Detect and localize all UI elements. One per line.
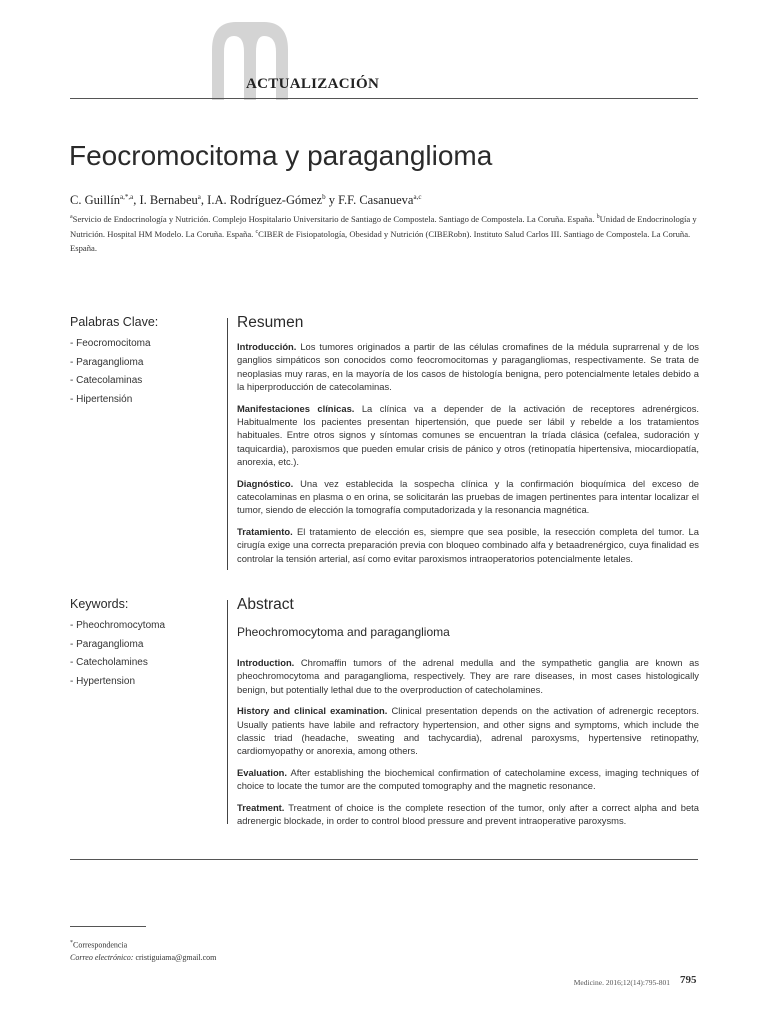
article-title: Feocromocitoma y paraganglioma xyxy=(69,140,493,171)
keyword-es-item: - Hipertensión xyxy=(70,393,133,405)
section-end-divider xyxy=(70,859,698,860)
affiliation-b: Unidad de Endocrinología y Nutrición. Hospital HM Modelo. La Coruña. España. xyxy=(70,213,697,240)
resumen-paragraph xyxy=(237,525,699,565)
author-affiliation-marker: b xyxy=(322,193,326,201)
keyword-en-item: - Pheochromocytoma xyxy=(70,620,166,631)
keyword-es-item: - Catecolaminas xyxy=(70,375,143,386)
page-number: 795 xyxy=(680,974,697,986)
keywords-es-list xyxy=(70,335,151,409)
resumen-column-divider xyxy=(227,318,228,570)
paragraph-text: After establishing the biochemical confirmation of catecholamine excess, imaging techniques of choice to locate the tumor are the computed tomography and the magnetic resonance. xyxy=(237,766,699,792)
author-name: I. Bernabeu xyxy=(139,193,198,208)
resumen-heading: Resumen xyxy=(237,314,304,331)
email-link[interactable]: cristiguiama@gmail.com xyxy=(135,953,217,963)
paragraph-label: Tratamiento. xyxy=(237,525,293,537)
journal-citation: Medicine. 2016;12(14):795-801 xyxy=(573,978,670,987)
keyword-es-item: - Paraganglioma xyxy=(70,356,144,368)
keywords-en-heading: Keywords: xyxy=(70,597,129,611)
author-affiliation-marker: a xyxy=(197,193,201,201)
section-label: ACTUALIZACIÓN xyxy=(246,76,380,92)
author-name: F.F. Casanueva xyxy=(338,193,414,208)
paragraph-label: Introduction. xyxy=(237,657,295,668)
resumen-body xyxy=(237,340,699,573)
abstract-subtitle: Pheochromocytoma and paraganglioma xyxy=(237,625,450,639)
paragraph-text: El tratamiento de elección es, siempre que sea posible, la resección completa del tumor. La cirugía exige una correcta preparación previa con bloqueo combinado alfa y betaadrenérgico, cuya finalidad es controlar la tensión arterial, así como evitar paroxismos intraoperatorios potencialmente letales. xyxy=(237,525,699,564)
keyword-en-item: - Hypertension xyxy=(70,675,136,687)
paragraph-text: Treatment of choice is the complete resection of the tumor, only after a correct alpha and beta adrenergic blockade, in order to control blood pressure and prevent intraoperative paroxysms. xyxy=(237,801,700,827)
paragraph-text: Una vez establecida la sospecha clínica y la confirmación bioquímica del exceso de catecolaminas en plasma o en orina, se solicitarán las pruebas de imagen pertinentes para intentar localizar el tumor, siendo de elección la tomografía computadorizada y la resonancia magnética. xyxy=(237,477,700,516)
abstract-paragraph xyxy=(237,656,699,696)
affiliation-c: CIBER de Fisiopatología, Obesidad y Nutrición (CIBERobn). Instituto Salud Carlos III. Santiago de Compostela. La Coruña. España. xyxy=(70,229,691,253)
abstract-paragraph xyxy=(237,801,699,828)
affiliation-c-marker: c xyxy=(255,229,259,236)
author-affiliation-marker: a,*,a xyxy=(120,193,134,201)
paragraph-label: Manifestaciones clínicas. xyxy=(237,402,355,414)
footnote-marker: * xyxy=(70,940,73,946)
keyword-en-item: - Paraganglioma xyxy=(70,638,144,650)
resumen-paragraph xyxy=(237,477,699,517)
keywords-en-list xyxy=(70,617,165,691)
paragraph-label: Treatment. xyxy=(237,801,285,813)
affiliation-b-marker: b xyxy=(596,214,600,220)
paragraph-label: Diagnóstico. xyxy=(237,477,294,489)
paragraph-text: La clínica va a depender de la activación de receptores adrenérgicos. Habitualmente los pacientes presentan hipertensión, que puede ser lábil y rebelde a los tratamientos habituales. Entre otros signos y síntomas comunes se encuentran la tríada clásica (cefalea, sudoración y taquicardia), paroxismos que pueden emular crisis de pánico y otros (retinopatía hipertensiva, miocardiopatía, anorexia, etc.). xyxy=(237,402,699,468)
abstract-heading: Abstract xyxy=(237,596,294,613)
keyword-es-item: - Feocromocitoma xyxy=(70,338,151,349)
paragraph-text: Los tumores originados a partir de las células cromafines de la médula suprarrenal y de los ganglios simpáticos son conocidos como feocromocitomas y paragangliomas, respectivamente. Se trata de neoplasias muy raras, en la mayoría de los casos de histología benigna, pero potencialmente letales debido a la hiperproducción de catecolaminas. xyxy=(237,341,699,393)
abstract-paragraph xyxy=(237,766,699,793)
abstract-body xyxy=(237,656,699,835)
paragraph-label: Introducción. xyxy=(237,341,297,352)
author-name: I.A. Rodríguez-Gómez xyxy=(207,193,323,208)
paragraph-text: Chromaffin tumors of the adrenal medulla and the sympathetic ganglia are known as pheochromocytoma and paraganglioma, respectively. They are rare diseases, in most cases histologically benign, but potentially lethal due to the overproduction of catecholamines. xyxy=(237,657,700,695)
abstract-paragraph xyxy=(237,704,699,758)
correspondence-footnote xyxy=(70,937,216,965)
keywords-es-heading: Palabras Clave: xyxy=(70,315,159,329)
keyword-en-item: - Catecholamines xyxy=(70,657,148,668)
abstract-column-divider xyxy=(227,600,228,824)
header-divider xyxy=(70,98,698,99)
author-affiliation-marker: a,c xyxy=(413,193,422,201)
footnote-divider xyxy=(70,926,146,927)
affiliation-a: Servicio de Endocrinología y Nutrición. Complejo Hospitalario Universitario de Santiago de Compostela. Santiago de Compostela. La Coruña. España. xyxy=(72,213,595,224)
paragraph-text: Clinical presentation depends on the activation of adrenergic receptors. Usually patients have labile and refractory hypertension, and other signs and symptoms, which include the classic triad (headache, sweating and tachycardia), adrenal paroxysms, hypertensive retinopathy, cardiomyopathy or anorexia, among others. xyxy=(237,705,699,757)
author-list: C. Guillín$^{a,*,a}$, I. Bernabeu$^a$, I.A. Rodríguez-Gómez$^b$ y F.F. Casanueva$^{a,c}$ xyxy=(70,193,422,208)
footnote-label: Correspondencia xyxy=(73,940,128,950)
affiliations xyxy=(70,211,700,255)
affiliation-a-marker: a xyxy=(70,214,73,220)
paragraph-label: Evaluation. xyxy=(237,766,288,778)
email-label: Correo electrónico: xyxy=(70,953,134,963)
paragraph-label: History and clinical examination. xyxy=(237,705,388,717)
resumen-paragraph xyxy=(237,402,699,469)
resumen-paragraph xyxy=(237,340,699,394)
author-name: C. Guillín xyxy=(70,193,121,208)
